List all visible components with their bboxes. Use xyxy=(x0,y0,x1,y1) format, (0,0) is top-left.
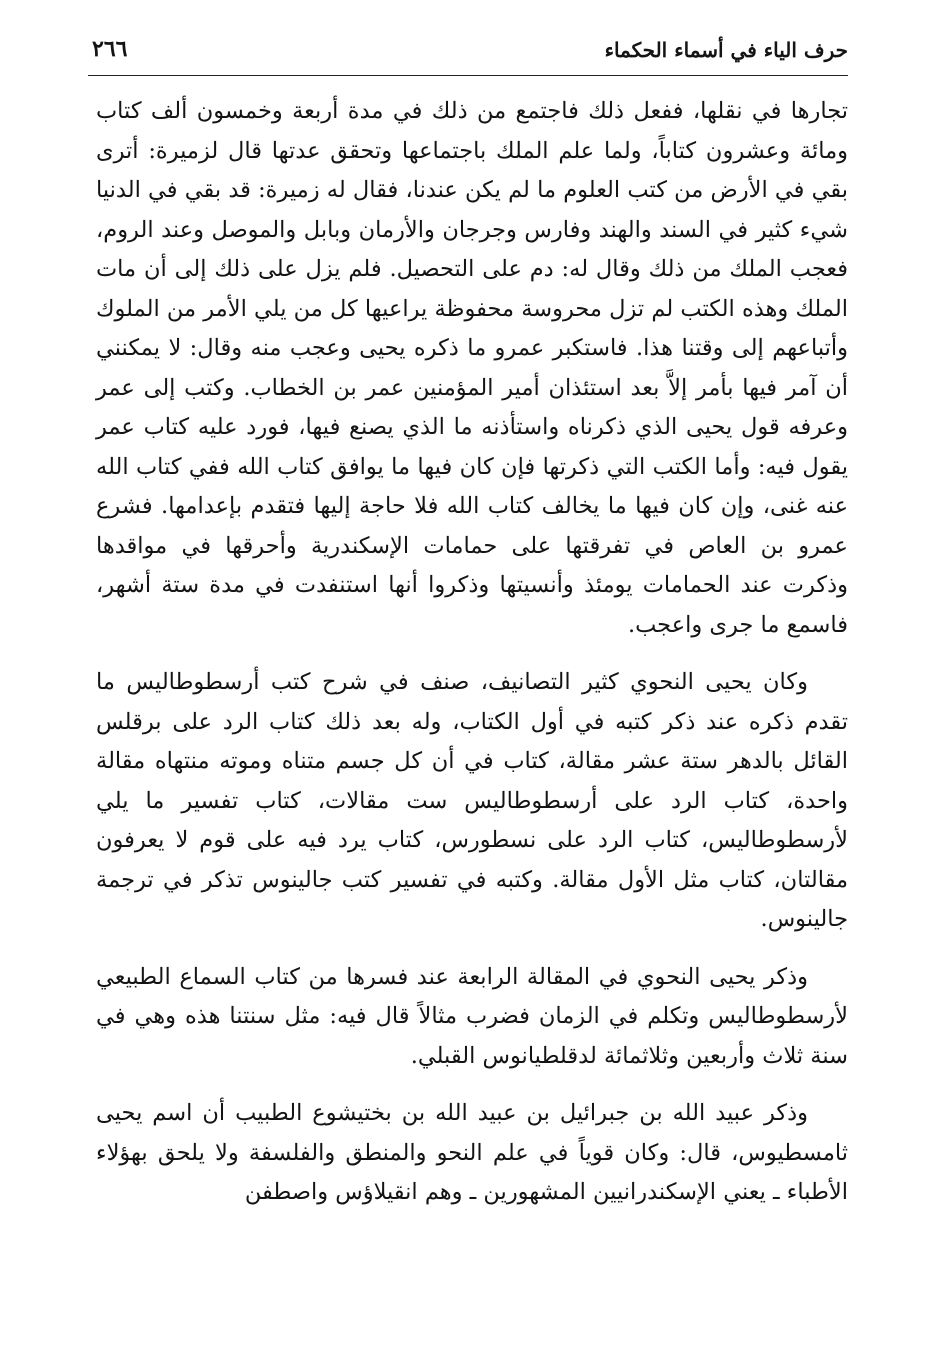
paragraph-1: تجارها في نقلها، ففعل ذلك فاجتمع من ذلك في مدة أربعة وخمسون ألف كتاب ومائة وعشرون كتاباً، ولما علم الملك باجتماعها وتحقق عدتها قال لزميرة: أترى بقي في الأرض من كتب العلوم ما لم يكن عندنا، فقال له زميرة: قد بقي في الدنيا شيء كثير في السند والهند وفارس وجرجان والأرمان وبابل والموصل وعند الروم، فعجب الملك من ذلك وقال له: دم على التحصيل. فلم يزل على ذلك إلى أن مات الملك وهذه الكتب لم تزل محروسة محفوظة يراعيها كل من يلي الأمر من الملوك وأتباعهم إلى وقتنا هذا. فاستكبر عمرو ما ذكره يحيى وعجب منه وقال: لا يمكنني أن آمر فيها بأمر إلاَّ بعد استئذان أمير المؤمنين عمر بن الخطاب. وكتب إلى عمر وعرفه قول يحيى الذي ذكرناه واستأذنه ما الذي يصنع فيها، فورد عليه كتاب عمر يقول فيه: وأما الكتب التي ذكرتها فإن كان فيها ما يوافق كتاب الله ففي كتاب الله عنه غنى، وإن كان فيها ما يخالف كتاب الله فلا حاجة إليها فتقدم بإعدامها. فشرع عمرو بن العاص في تفرقتها على حمامات الإسكندرية وأحرقها في مواقدها وذكرت عند الحمامات يومئذ وأنسيتها وذكروا أنها استنفدت في مدة ستة أشهر، فاسمع ما جرى واعجب. xyxy=(96,98,848,638)
running-header xyxy=(88,30,848,76)
paragraph-2: وكان يحيى النحوي كثير التصانيف، صنف في شرح كتب أرسطوطاليس ما تقدم ذكره عند ذكر كتبه في أول الكتاب، وله بعد ذلك كتاب الرد على برقلس القائل بالدهر ستة عشر مقالة، كتاب في أن كل جسم متناه وموته منتهاه مقالة واحدة، كتاب الرد على أرسطوطاليس ست مقالات، كتاب تفسير ما يلي لأرسطوطاليس، كتاب الرد على نسطورس، كتاب يرد فيه على قوم لا يعرفون مقالتان، كتاب مثل الأول مقالة. وكتبه في تفسير كتب جالينوس تذكر في ترجمة جالينوس. xyxy=(96,669,848,932)
paragraph-3: وذكر يحيى النحوي في المقالة الرابعة عند فسرها من كتاب السماع الطبيعي لأرسطوطاليس وتكلم في الزمان فضرب مثالاً قال فيه: مثل سنتنا هذه وهي في سنة ثلاث وأربعين وثلاثمائة لدقلطيانوس القبلي. xyxy=(96,963,848,1069)
paragraph-4: وذكر عبيد الله بن جبرائيل بن عبيد الله بن بختيشوع الطبيب أن اسم يحيى ثامسطيوس، قال: وكان قوياً في علم النحو والمنطق والفلسفة ولا يلحق بهؤلاء الأطباء ـ يعني الإسكندرانيين المشهورين ـ وهم انقيلاؤس واصطفن xyxy=(96,1100,848,1205)
chapter-title: حرف الياء في أسماء الحكماء xyxy=(604,38,848,62)
header-divider xyxy=(88,75,848,76)
main-text xyxy=(96,92,848,1213)
page-number: ٢٦٦ xyxy=(92,36,128,62)
